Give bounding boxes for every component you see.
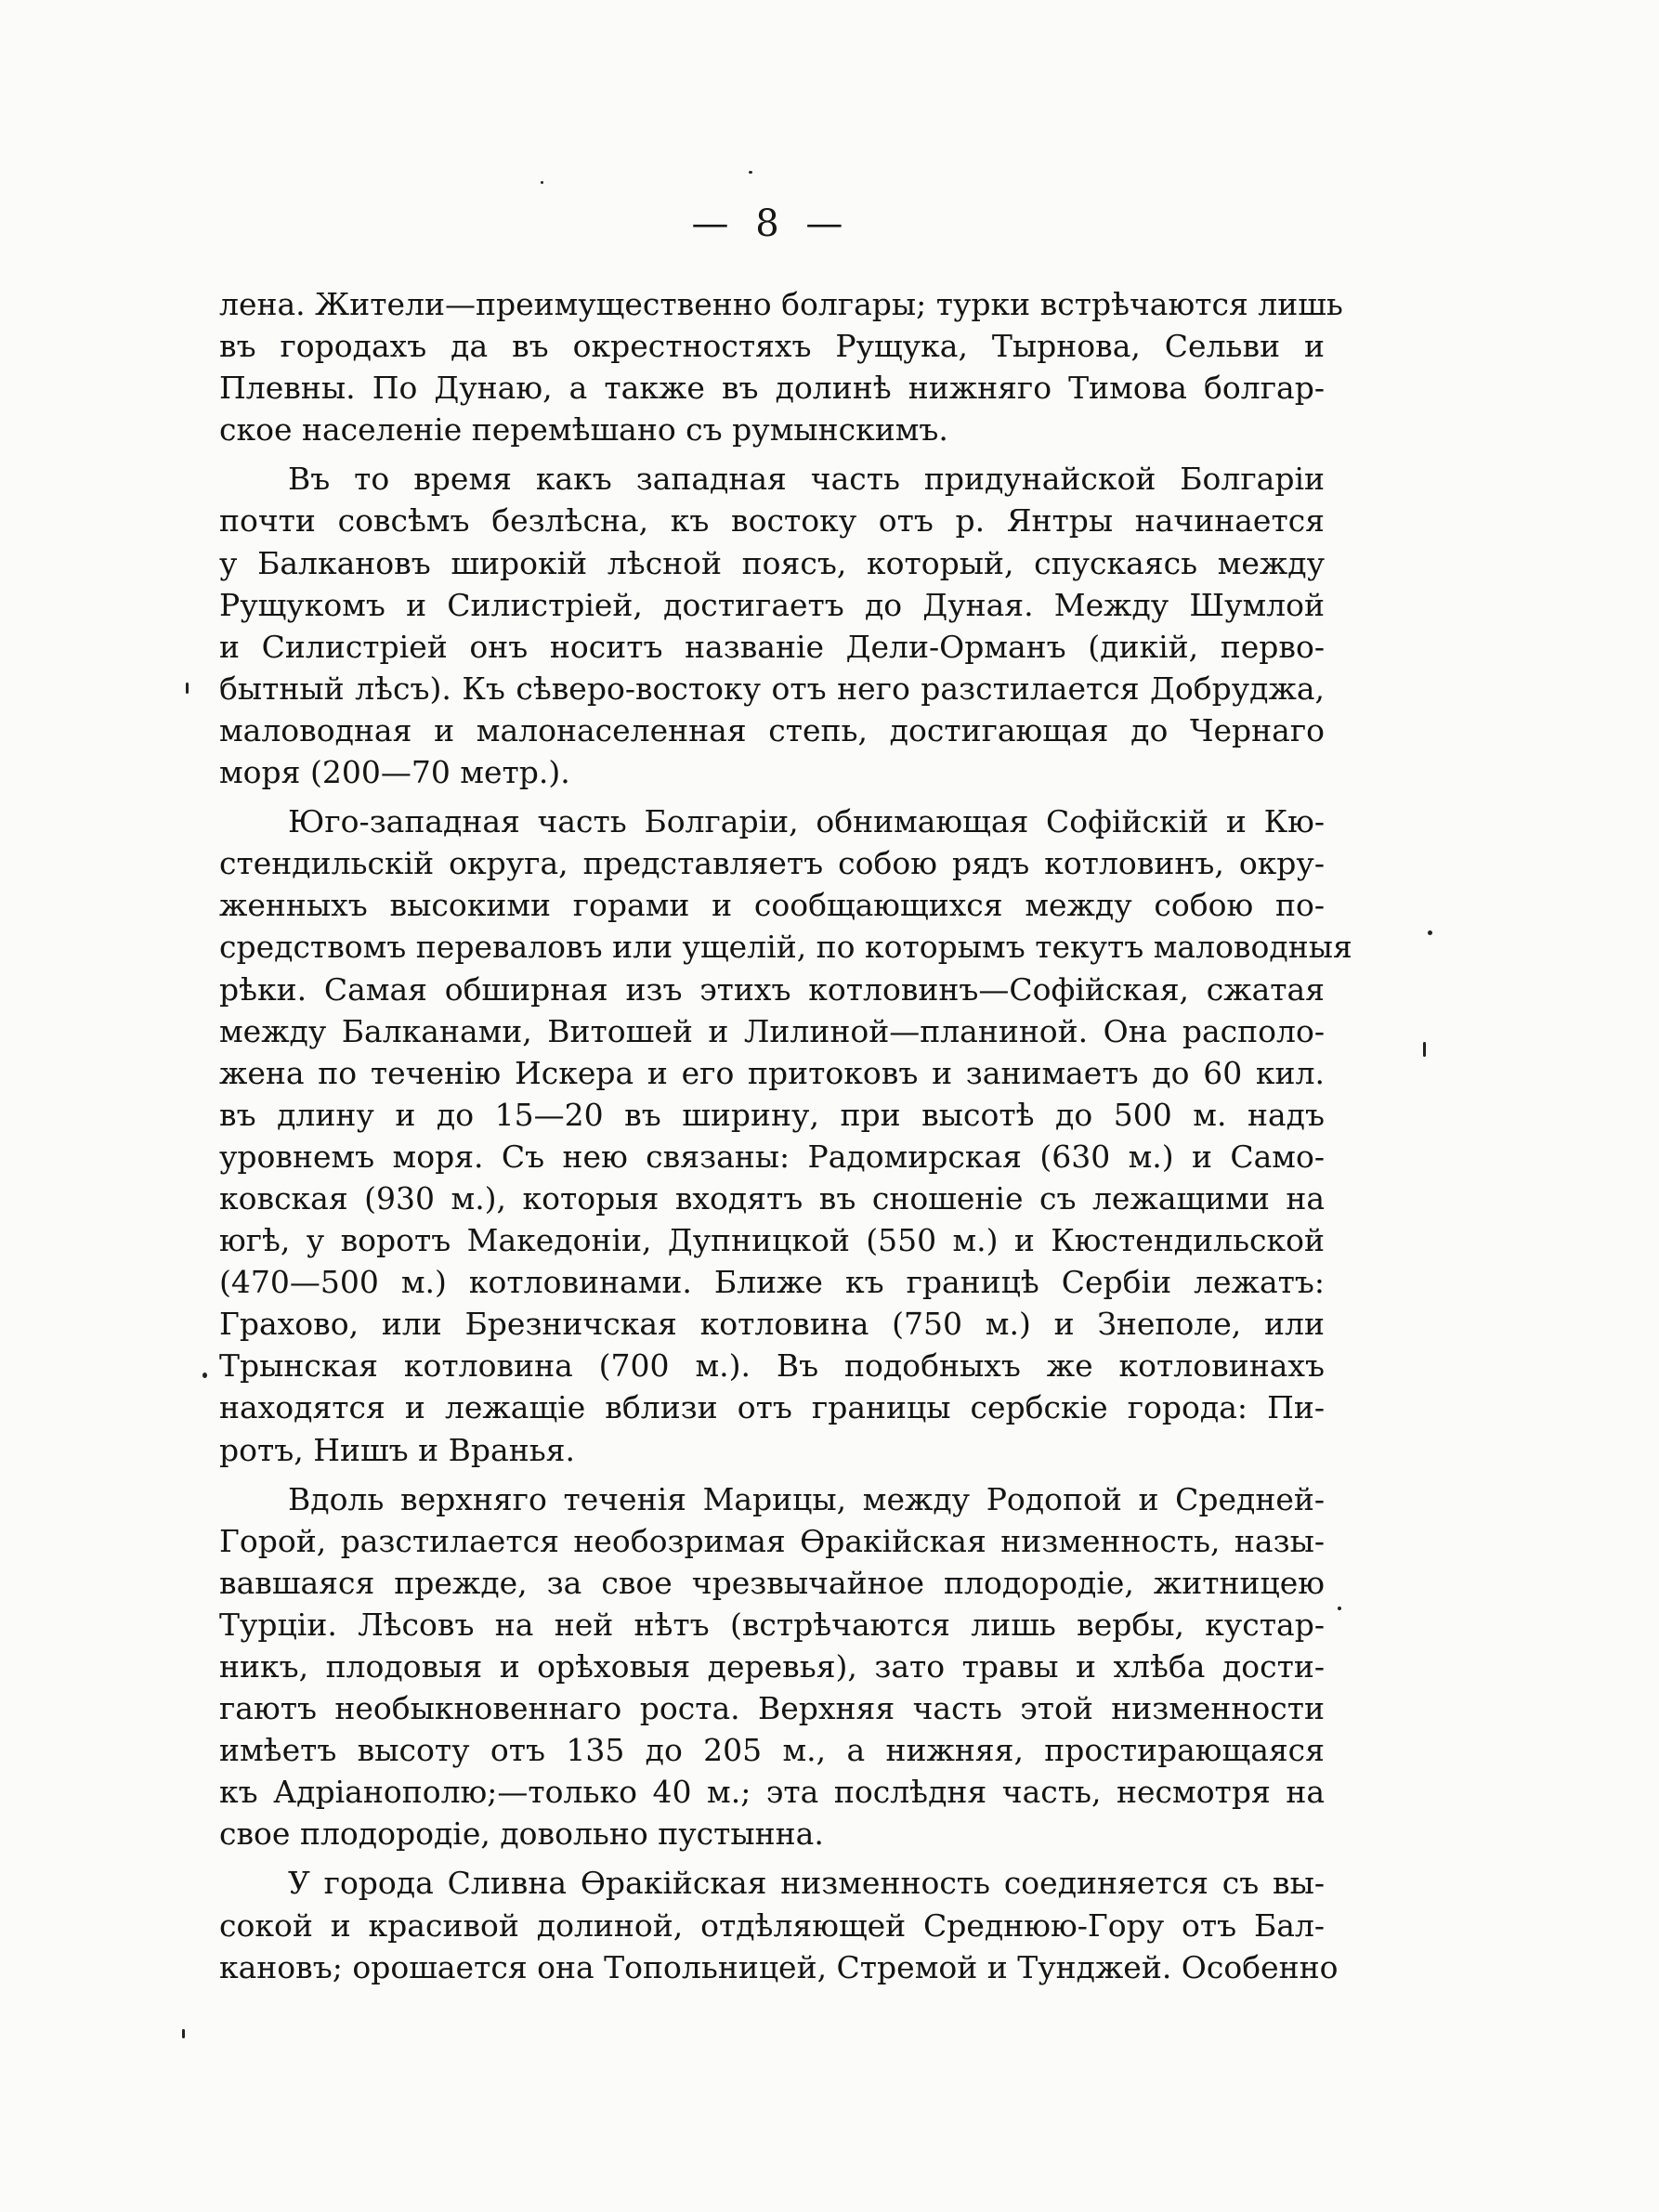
text-line: уровнемъ моря. Съ нею связаны: Радомирская (630 м.) и Само- xyxy=(219,1138,1325,1175)
text-line: въ городахъ да въ окрестностяхъ Рущука, Тырнова, Сельви и xyxy=(219,328,1325,365)
text-line: жена по теченію Искера и его притоковъ и занимаетъ до 60 кил. xyxy=(219,1054,1325,1091)
text-line: Рущукомъ и Силистріей, достигаетъ до Дуная. Между Шумлой xyxy=(219,586,1325,623)
text-line: Въ то время какъ западная часть придунайской Болгаріи xyxy=(288,461,1325,498)
text-line: Юго-западная часть Болгаріи, обнимающая Софійскій и Кю- xyxy=(288,803,1325,840)
text-line: лена. Жители—преимущественно болгары; турки встрѣчаются лишь xyxy=(219,286,1343,322)
text-line: вавшаяся прежде, за свое чрезвычайное плодородіе, житницею xyxy=(219,1564,1325,1601)
text-line: ское населеніе перемѣшано съ румынскимъ. xyxy=(219,411,948,449)
text-line: бытный лѣсъ). Къ сѣверо-востоку отъ него разстилается Добруджа, xyxy=(219,670,1325,707)
scan-speck xyxy=(749,171,752,174)
text-line: свое плодородіе, довольно пустынна. xyxy=(219,1815,824,1853)
text-line: между Балканами, Витошей и Лилиной—планиной. Она располо- xyxy=(219,1012,1325,1049)
scan-speck xyxy=(541,181,543,184)
text-line: имѣетъ высоту отъ 135 до 205 м., а нижняя, простирающаяся xyxy=(219,1732,1325,1769)
text-line: моря (200—70 метр.). xyxy=(219,754,570,791)
page-number: — 8 — xyxy=(691,202,851,245)
paragraph-4 xyxy=(219,1478,1325,1855)
text-line: ковская (930 м.), которыя входятъ въ сношеніе съ лежащими на xyxy=(219,1179,1325,1217)
scan-speck xyxy=(182,2029,185,2038)
text-line: у Балкановъ широкій лѣсной поясъ, который, спускаясь между xyxy=(219,544,1325,581)
text-line: почти совсѣмъ безлѣсна, къ востоку отъ р. Янтры начинается xyxy=(219,502,1325,540)
text-line: югѣ, у воротъ Македоніи, Дупницкой (550 м.) и Кюстендильской xyxy=(219,1222,1325,1259)
text-line: къ Адріанополю;—только 40 м.; эта послѣдня часть, несмотря на xyxy=(219,1774,1325,1811)
text-line: Грахово, или Брезничская котловина (750 м.) и Знеполе, или xyxy=(219,1306,1325,1343)
text-line: (470—500 м.) котловинами. Ближе къ границѣ Сербіи лежатъ: xyxy=(219,1264,1325,1301)
text-line: Трынская котловина (700 м.). Въ подобныхъ же котловинахъ xyxy=(219,1347,1325,1385)
paragraph-5 xyxy=(219,1862,1339,1987)
paragraph-1 xyxy=(219,283,1343,450)
text-line: кановъ; орошается она Топольницей, Стремой и Тунджей. Особенно xyxy=(219,1948,1339,1985)
text-line: рѣки. Самая обширная изъ этихъ котловинъ—Софійская, сжатая xyxy=(219,970,1325,1008)
text-line: и Силистріей онъ носитъ названіе Дели-Орманъ (дикій, перво- xyxy=(219,628,1325,665)
text-line: Турціи. Лѣсовъ на ней нѣтъ (встрѣчаются лишь вербы, кустар- xyxy=(219,1606,1325,1643)
paragraph-2 xyxy=(219,458,1325,793)
text-line: стендильскій округа, представляетъ собою рядъ котловинъ, окру- xyxy=(219,845,1325,882)
text-line: въ длину и до 15—20 въ ширину, при высотѣ до 500 м. надъ xyxy=(219,1096,1325,1133)
text-body xyxy=(219,283,1352,1988)
text-line: находятся и лежащіе вблизи отъ границы сербскіе города: Пи- xyxy=(219,1389,1325,1426)
scan-speck xyxy=(202,1373,207,1378)
text-line: женныхъ высокими горами и сообщающихся между собою по- xyxy=(219,887,1325,924)
scan-speck xyxy=(1338,1607,1341,1610)
scan-speck xyxy=(186,683,189,694)
text-line: маловодная и малонаселенная степь, достигающая до Чернаго xyxy=(219,711,1325,748)
text-line: сокой и красивой долиной, отдѣляющей Среднюю-Гору отъ Бал- xyxy=(219,1906,1325,1944)
text-line: Вдоль верхняго теченія Марицы, между Родопой и Средней- xyxy=(288,1480,1325,1517)
text-line: средствомъ переваловъ или ущелій, по которымъ текутъ маловодныя xyxy=(219,929,1352,966)
text-line: гаютъ необыкновеннаго роста. Верхняя часть этой низменности xyxy=(219,1690,1325,1727)
text-line: Горой, разстилается необозримая Ѳракійская низменность, назы- xyxy=(219,1522,1325,1559)
scan-speck xyxy=(1428,930,1432,935)
text-line: У города Сливна Ѳракійская низменность соединяется съ вы- xyxy=(288,1865,1325,1902)
text-line: никъ, плодовыя и орѣховыя деревья), зато травы и хлѣба дости- xyxy=(219,1648,1325,1685)
scan-speck xyxy=(1423,1042,1426,1057)
text-line: Плевны. По Дунаю, а также въ долинѣ нижняго Тимова болгар- xyxy=(219,370,1325,407)
text-line: ротъ, Нишъ и Вранья. xyxy=(219,1431,575,1468)
paragraph-3 xyxy=(219,800,1352,1471)
